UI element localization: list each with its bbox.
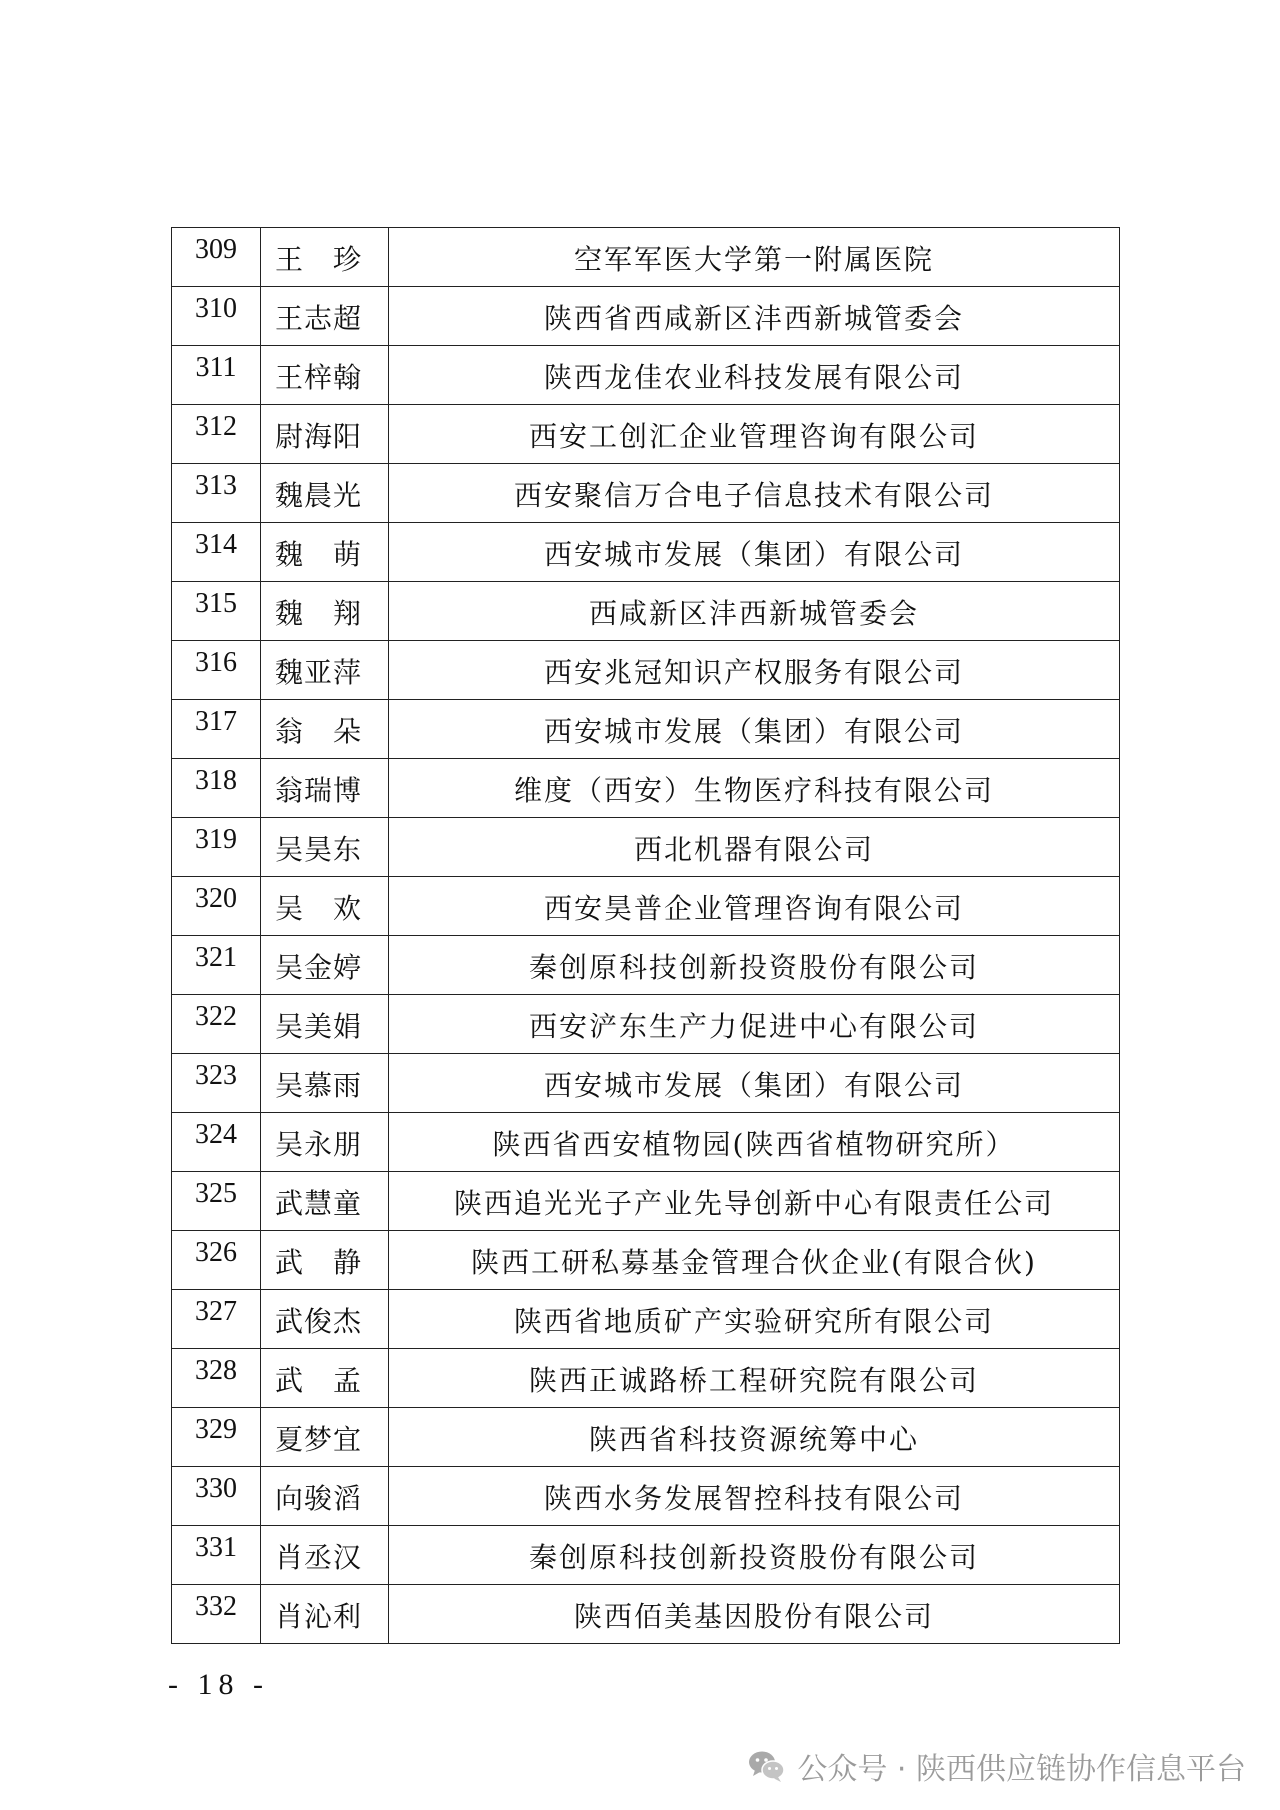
organization-name: 陕西省西咸新区沣西新城管委会 [543, 302, 964, 335]
organization-name: 西安城市发展（集团）有限公司 [543, 715, 964, 748]
person-name: 魏 翔 [275, 597, 363, 630]
person-name-cell [261, 1054, 389, 1113]
organization-cell [389, 1290, 1120, 1349]
table-row [172, 228, 1120, 287]
person-name: 吴永朋 [275, 1128, 363, 1161]
person-name: 魏亚萍 [275, 656, 363, 689]
person-name-cell [261, 936, 389, 995]
row-number: 314 [195, 529, 237, 560]
table-row [172, 877, 1120, 936]
person-name-cell [261, 700, 389, 759]
row-number: 325 [195, 1178, 237, 1209]
person-name: 武 静 [275, 1246, 363, 1279]
organization-name: 秦创原科技创新投资股份有限公司 [528, 1541, 979, 1574]
organization-cell [389, 1585, 1120, 1644]
wechat-icon [747, 1749, 787, 1783]
row-number: 332 [195, 1591, 237, 1622]
person-name: 王 珍 [275, 243, 363, 276]
organization-cell [389, 1526, 1120, 1585]
row-number: 330 [195, 1473, 237, 1504]
row-number: 327 [195, 1296, 237, 1327]
person-name: 王梓翰 [275, 361, 363, 394]
person-name: 向骏滔 [275, 1482, 363, 1515]
row-number-cell [172, 700, 261, 759]
row-number-cell [172, 1408, 261, 1467]
organization-name: 陕西省地质矿产实验研究所有限公司 [513, 1305, 994, 1338]
row-number-cell [172, 877, 261, 936]
table-row [172, 818, 1120, 877]
row-number-cell [172, 346, 261, 405]
row-number-cell [172, 1231, 261, 1290]
person-name: 魏晨光 [275, 479, 363, 512]
person-name: 武 孟 [275, 1364, 363, 1397]
table-row [172, 1467, 1120, 1526]
row-number-cell [172, 1585, 261, 1644]
organization-cell [389, 1408, 1120, 1467]
organization-cell [389, 818, 1120, 877]
row-number: 331 [195, 1532, 237, 1563]
organization-name: 西安工创汇企业管理咨询有限公司 [528, 420, 979, 453]
row-number-cell [172, 995, 261, 1054]
row-number: 328 [195, 1355, 237, 1386]
organization-cell [389, 228, 1120, 287]
organization-name: 西安城市发展（集团）有限公司 [543, 538, 964, 571]
organization-name: 西咸新区沣西新城管委会 [588, 597, 919, 630]
organization-cell [389, 1054, 1120, 1113]
watermark [747, 1744, 1246, 1788]
person-name-cell [261, 877, 389, 936]
organization-name: 秦创原科技创新投资股份有限公司 [528, 951, 979, 984]
organization-name: 陕西追光光子产业先导创新中心有限责任公司 [453, 1187, 1054, 1220]
row-number: 321 [195, 942, 237, 973]
page-number: - 18 - [168, 1668, 269, 1701]
organization-cell [389, 936, 1120, 995]
row-number: 326 [195, 1237, 237, 1268]
person-name: 吴 欢 [275, 892, 363, 925]
person-name-cell [261, 1290, 389, 1349]
row-number: 317 [195, 706, 237, 737]
person-name-cell [261, 995, 389, 1054]
organization-name: 陕西省科技资源统筹中心 [588, 1423, 919, 1456]
table-row [172, 1231, 1120, 1290]
person-name-cell [261, 287, 389, 346]
person-name-cell [261, 228, 389, 287]
roster-table-body [172, 228, 1120, 1644]
table-row [172, 936, 1120, 995]
table-row [172, 405, 1120, 464]
row-number: 323 [195, 1060, 237, 1091]
person-name: 尉海阳 [275, 420, 363, 453]
organization-name: 西北机器有限公司 [633, 833, 874, 866]
table-row [172, 700, 1120, 759]
table-row [172, 1290, 1120, 1349]
person-name-cell [261, 582, 389, 641]
organization-cell [389, 877, 1120, 936]
organization-cell [389, 346, 1120, 405]
row-number-cell [172, 464, 261, 523]
table-row [172, 759, 1120, 818]
row-number: 319 [195, 824, 237, 855]
row-number-cell [172, 1526, 261, 1585]
person-name: 吴美娟 [275, 1010, 363, 1043]
person-name-cell [261, 1526, 389, 1585]
organization-cell [389, 759, 1120, 818]
person-name-cell [261, 759, 389, 818]
person-name-cell [261, 1408, 389, 1467]
person-name-cell [261, 346, 389, 405]
person-name: 肖丞汉 [275, 1541, 363, 1574]
person-name-cell [261, 405, 389, 464]
organization-name: 西安浐东生产力促进中心有限公司 [528, 1010, 979, 1043]
person-name: 翁 朵 [275, 715, 363, 748]
person-name-cell [261, 523, 389, 582]
row-number: 315 [195, 588, 237, 619]
row-number: 313 [195, 470, 237, 501]
person-name-cell [261, 1585, 389, 1644]
row-number: 329 [195, 1414, 237, 1445]
organization-cell [389, 1349, 1120, 1408]
person-name: 肖沁利 [275, 1600, 363, 1633]
row-number: 320 [195, 883, 237, 914]
row-number-cell [172, 759, 261, 818]
person-name-cell [261, 1113, 389, 1172]
row-number-cell [172, 818, 261, 877]
person-name-cell [261, 1231, 389, 1290]
table-row [172, 1408, 1120, 1467]
row-number-cell [172, 405, 261, 464]
organization-name: 西安昊普企业管理咨询有限公司 [543, 892, 964, 925]
row-number: 318 [195, 765, 237, 796]
table-row [172, 287, 1120, 346]
roster-table [171, 227, 1120, 1644]
organization-cell [389, 464, 1120, 523]
row-number-cell [172, 582, 261, 641]
organization-name: 西安城市发展（集团）有限公司 [543, 1069, 964, 1102]
row-number-cell [172, 1290, 261, 1349]
organization-cell [389, 582, 1120, 641]
person-name: 吴金婷 [275, 951, 363, 984]
person-name: 夏梦宜 [275, 1423, 363, 1456]
table-row [172, 1054, 1120, 1113]
person-name: 翁瑞博 [275, 774, 363, 807]
row-number-cell [172, 1349, 261, 1408]
organization-cell [389, 287, 1120, 346]
table-row [172, 523, 1120, 582]
table-row [172, 995, 1120, 1054]
organization-cell [389, 1231, 1120, 1290]
row-number: 316 [195, 647, 237, 678]
organization-cell [389, 1172, 1120, 1231]
row-number-cell [172, 1113, 261, 1172]
organization-name: 陕西水务发展智控科技有限公司 [543, 1482, 964, 1515]
person-name-cell [261, 641, 389, 700]
organization-name: 陕西正诚路桥工程研究院有限公司 [528, 1364, 979, 1397]
row-number-cell [172, 228, 261, 287]
organization-cell [389, 405, 1120, 464]
table-row [172, 464, 1120, 523]
watermark-text: 公众号 · 陕西供应链协作信息平台 [797, 1752, 1246, 1787]
person-name-cell [261, 818, 389, 877]
organization-name: 陕西工研私募基金管理合伙企业(有限合伙) [471, 1246, 1037, 1279]
organization-name: 空军军医大学第一附属医院 [573, 243, 934, 276]
table-row [172, 641, 1120, 700]
organization-cell [389, 523, 1120, 582]
table-row [172, 1585, 1120, 1644]
row-number-cell [172, 287, 261, 346]
person-name: 武俊杰 [275, 1305, 363, 1338]
person-name-cell [261, 1467, 389, 1526]
organization-cell [389, 995, 1120, 1054]
row-number-cell [172, 1467, 261, 1526]
organization-name: 维度（西安）生物医疗科技有限公司 [513, 774, 994, 807]
organization-name: 陕西省西安植物园(陕西省植物研究所） [492, 1128, 1016, 1161]
organization-name: 西安聚信万合电子信息技术有限公司 [513, 479, 994, 512]
row-number: 312 [195, 411, 237, 442]
table-row [172, 1349, 1120, 1408]
row-number: 311 [195, 352, 237, 383]
person-name: 武慧童 [275, 1187, 363, 1220]
organization-cell [389, 1113, 1120, 1172]
row-number-cell [172, 523, 261, 582]
person-name: 吴慕雨 [275, 1069, 363, 1102]
row-number-cell [172, 641, 261, 700]
table-row [172, 1526, 1120, 1585]
person-name: 魏 萌 [275, 538, 363, 571]
person-name-cell [261, 1172, 389, 1231]
person-name: 吴昊东 [275, 833, 363, 866]
table-row [172, 1113, 1120, 1172]
row-number-cell [172, 1054, 261, 1113]
table-row [172, 582, 1120, 641]
organization-cell [389, 641, 1120, 700]
row-number-cell [172, 936, 261, 995]
organization-cell [389, 700, 1120, 759]
organization-name: 陕西佰美基因股份有限公司 [573, 1600, 934, 1633]
table-row [172, 1172, 1120, 1231]
row-number: 310 [195, 293, 237, 324]
row-number: 309 [195, 234, 237, 265]
person-name-cell [261, 464, 389, 523]
row-number: 322 [195, 1001, 237, 1032]
person-name: 王志超 [275, 302, 363, 335]
row-number-cell [172, 1172, 261, 1231]
row-number: 324 [195, 1119, 237, 1150]
organization-cell [389, 1467, 1120, 1526]
organization-name: 西安兆冠知识产权服务有限公司 [543, 656, 964, 689]
organization-name: 陕西龙佳农业科技发展有限公司 [543, 361, 964, 394]
table-row [172, 346, 1120, 405]
person-name-cell [261, 1349, 389, 1408]
